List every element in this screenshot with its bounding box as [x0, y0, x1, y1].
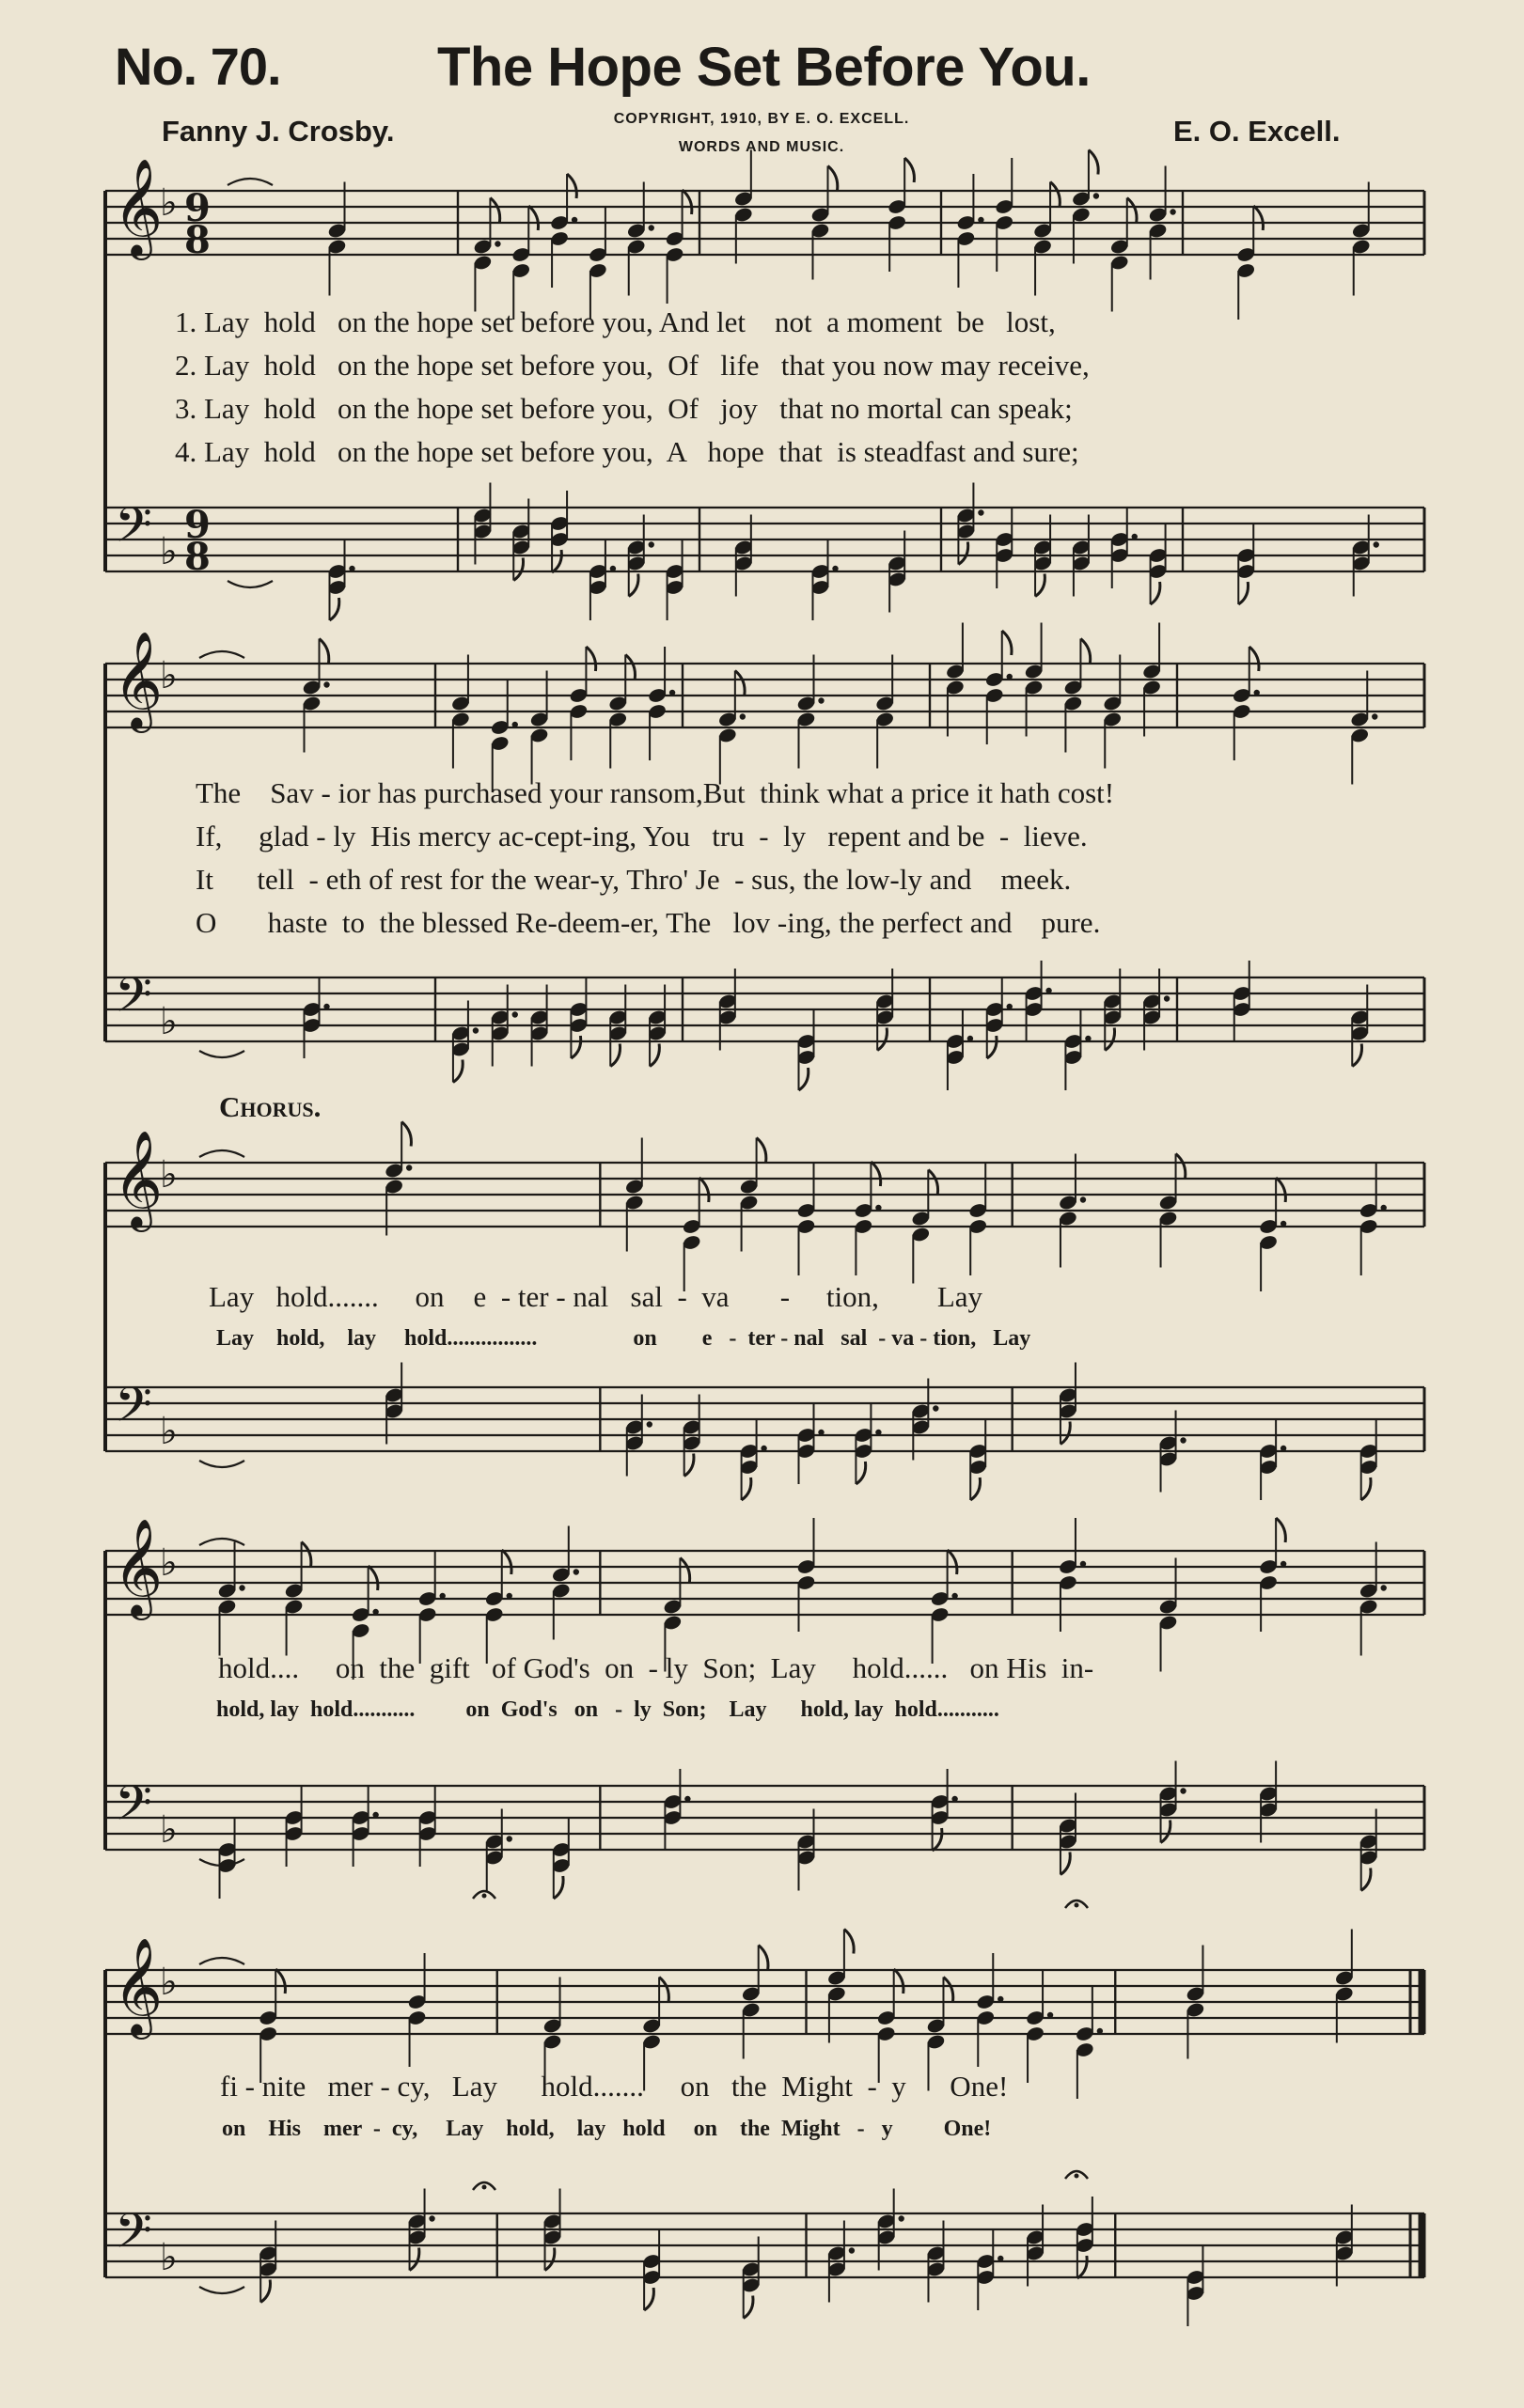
bass-clef-icon: 𝄢	[115, 496, 152, 565]
time-signature-bottom: 8	[184, 535, 211, 579]
augmentation-dot	[1381, 1205, 1387, 1211]
augmentation-dot	[507, 1593, 512, 1599]
chorus-line-1-main: Lay hold....... on e - ter - nal sal - va - tion, Lay	[209, 1280, 983, 1313]
chorus-line-2-main: hold.... on the gift of God's on - ly Son; Lay hold...... on His in-	[218, 1651, 1094, 1684]
note-flag	[933, 1828, 942, 1851]
note-flag	[571, 1036, 580, 1058]
note-flag	[943, 1978, 952, 2002]
verse-1-line-1: 1. Lay hold on the hope set before you, And let not a moment be lost,	[175, 305, 1056, 338]
note-flag	[1089, 150, 1098, 175]
augmentation-dot	[1374, 541, 1379, 547]
note-flag	[1077, 2256, 1087, 2278]
augmentation-dot	[372, 1609, 378, 1615]
note-flag	[1276, 1178, 1285, 1202]
note-flag	[1061, 1422, 1070, 1445]
fermata-dot	[1075, 1903, 1079, 1908]
note-flag	[894, 1969, 903, 1994]
bass-clef-icon: 𝄢	[115, 1376, 152, 1445]
note-flag	[904, 158, 914, 182]
verse-3-line-1: 3. Lay hold on the hope set before you, Of joy that no mortal can speak;	[175, 392, 1073, 425]
note-flag	[567, 174, 576, 198]
augmentation-dot	[875, 1430, 881, 1435]
augmentation-dot	[740, 713, 746, 719]
fermata-dot	[482, 1894, 487, 1899]
augmentation-dot	[372, 1812, 378, 1818]
note-flag	[948, 1550, 957, 1574]
hymn-composer: E. O. Excell.	[1173, 115, 1341, 148]
note-flag	[699, 1178, 709, 1202]
flat-sign-icon: ♭	[160, 1541, 178, 1585]
note-flag	[799, 1068, 809, 1090]
augmentation-dot	[1280, 1561, 1286, 1567]
augmentation-dot	[1164, 995, 1170, 1001]
time-signature-bottom: 8	[184, 218, 211, 262]
note-flag	[1352, 1044, 1361, 1067]
augmentation-dot	[1180, 1788, 1186, 1793]
note-flag	[871, 1162, 880, 1186]
note-flag	[1050, 182, 1060, 207]
flat-sign-icon: ♭	[160, 181, 178, 225]
augmentation-dot	[323, 681, 329, 687]
augmentation-dot	[495, 241, 500, 246]
note-flag	[970, 1478, 980, 1500]
note-flag	[513, 558, 523, 581]
augmentation-dot	[684, 1796, 690, 1802]
verse-1-line-2: The Sav - ior has purchased your ransom,But think what a price it hath cost!	[196, 776, 1115, 809]
note-flag	[1002, 631, 1012, 655]
copyright-line-2: WORDS AND MUSIC.	[678, 139, 845, 155]
tie-arc	[199, 1150, 244, 1157]
tie-arc	[228, 179, 273, 185]
augmentation-dot	[1170, 209, 1175, 214]
note-flag	[650, 1044, 659, 1067]
treble-clef-icon: 𝄞	[113, 631, 164, 729]
tie-arc	[199, 1958, 244, 1964]
augmentation-dot	[1045, 988, 1051, 993]
note-flag	[586, 647, 595, 671]
treble-clef-icon: 𝄞	[113, 1130, 164, 1228]
note-flag	[1276, 1518, 1285, 1542]
augmentation-dot	[898, 2215, 903, 2221]
augmentation-dot	[818, 1430, 824, 1435]
note-flag	[987, 1036, 997, 1058]
note-flag	[629, 574, 638, 597]
flat-sign-icon: ♭	[160, 1153, 178, 1196]
augmentation-dot	[429, 2215, 434, 2221]
note-flag	[260, 2280, 270, 2303]
augmentation-dot	[1007, 674, 1013, 680]
augmentation-dot	[323, 1004, 329, 1009]
verse-4-line-1: 4. Lay hold on the hope set before you, A hope that is steadfast and sure;	[175, 435, 1079, 468]
augmentation-dot	[439, 1593, 445, 1599]
note-flag	[844, 1930, 854, 1954]
note-flag	[877, 1028, 887, 1051]
note-flag	[275, 1969, 285, 1994]
note-flag	[958, 542, 967, 565]
augmentation-dot	[818, 697, 824, 703]
note-flag	[554, 1876, 563, 1899]
augmentation-dot	[573, 1569, 579, 1574]
augmentation-dot	[349, 566, 354, 571]
augmentation-dot	[507, 1836, 512, 1841]
augmentation-dot	[998, 2256, 1003, 2261]
note-flag	[453, 1060, 463, 1083]
augmentation-dot	[933, 1405, 938, 1411]
verse-2-line-1: 2. Lay hold on the hope set before you, Of life that you now may receive,	[175, 349, 1090, 382]
note-flag	[1161, 1821, 1170, 1843]
augmentation-dot	[1047, 2012, 1053, 2018]
augmentation-dot	[1381, 1585, 1387, 1590]
augmentation-dot	[849, 2247, 855, 2253]
chorus-line-2-response: hold, lay hold........... on God's on - ly Son; Lay hold, lay hold...........	[216, 1697, 999, 1722]
flat-sign-icon: ♭	[160, 1808, 178, 1852]
chorus-line-3-main: fi - nite mer - cy, Lay hold....... on the Might - y One!	[220, 2070, 1009, 2103]
note-flag	[644, 2288, 653, 2310]
bass-clef-icon: 𝄢	[115, 2202, 152, 2271]
note-flag	[545, 2248, 555, 2271]
augmentation-dot	[1007, 1004, 1013, 1009]
augmentation-dot	[669, 690, 675, 696]
augmentation-dot	[1280, 1446, 1286, 1451]
note-flag	[552, 550, 561, 572]
augmentation-dot	[512, 722, 518, 727]
chorus-line-3-response: on His mer - cy, Lay hold, lay hold on the Might - y One!	[222, 2117, 992, 2141]
note-flag	[928, 1170, 937, 1195]
bass-clef-icon: 𝄢	[115, 1775, 152, 1843]
note-flag	[759, 1946, 768, 1970]
note-flag	[1361, 1869, 1371, 1891]
flat-sign-icon: ♭	[160, 2236, 178, 2279]
note-flag	[1061, 1853, 1070, 1875]
note-flag	[490, 198, 499, 223]
augmentation-dot	[875, 1205, 881, 1211]
treble-clef-icon: 𝄞	[113, 158, 164, 257]
note-flag	[683, 190, 692, 214]
treble-clef-icon: 𝄞	[113, 1518, 164, 1617]
augmentation-dot	[832, 566, 838, 571]
augmentation-dot	[951, 1796, 957, 1802]
tie-arc	[199, 651, 244, 658]
note-flag	[1105, 1028, 1114, 1051]
tie-arc	[199, 2287, 244, 2293]
flat-sign-icon: ♭	[160, 1961, 178, 2004]
augmentation-dot	[1080, 1561, 1086, 1567]
augmentation-dot	[1280, 1221, 1286, 1227]
note-flag	[744, 2296, 753, 2319]
time-signature-top: 9	[184, 186, 211, 230]
note-flag	[1253, 206, 1263, 230]
note-flag	[1127, 198, 1137, 223]
tie-arc	[228, 581, 273, 587]
hymn-number: No. 70.	[115, 37, 281, 96]
augmentation-dot	[512, 1011, 518, 1017]
augmentation-dot	[1093, 193, 1099, 198]
augmentation-dot	[1097, 2028, 1103, 2034]
augmentation-dot	[761, 1446, 766, 1451]
note-flag	[735, 671, 745, 696]
augmentation-dot	[978, 509, 983, 515]
note-flag	[680, 1558, 689, 1583]
note-flag	[1176, 1154, 1186, 1179]
augmentation-dot	[649, 541, 654, 547]
flat-sign-icon: ♭	[160, 530, 178, 573]
augmentation-dot	[1080, 1196, 1086, 1202]
note-flag	[502, 1550, 511, 1574]
fermata-dot	[482, 2185, 487, 2190]
tie-arc	[199, 1539, 244, 1545]
verse-4-line-2: O haste to the blessed Re-deem-er, The lov -ing, the perfect and pure.	[196, 906, 1101, 939]
treble-clef-icon: 𝄞	[113, 1937, 164, 2036]
chorus-label: Chorus.	[219, 1090, 322, 1123]
note-flag	[528, 206, 538, 230]
augmentation-dot	[967, 1036, 973, 1041]
augmentation-dot	[1372, 713, 1377, 719]
note-flag	[1035, 574, 1045, 597]
note-flag	[401, 1122, 411, 1147]
note-flag	[1080, 639, 1090, 664]
note-flag	[610, 1044, 620, 1067]
augmentation-dot	[1085, 1036, 1091, 1041]
flat-sign-icon: ♭	[160, 1000, 178, 1043]
augmentation-dot	[610, 566, 616, 571]
flat-sign-icon: ♭	[160, 654, 178, 697]
note-flag	[410, 2248, 419, 2271]
augmentation-dot	[649, 225, 654, 230]
augmentation-dot	[406, 1165, 412, 1170]
time-signature-top: 9	[184, 503, 211, 547]
augmentation-dot	[1180, 1437, 1186, 1443]
note-flag	[828, 166, 838, 191]
note-flag	[1249, 647, 1259, 671]
augmentation-dot	[978, 217, 983, 223]
augmentation-dot	[1254, 690, 1260, 696]
chorus-line-1-response: Lay hold, lay hold................ on e - ter - nal sal - va - tion, Lay	[216, 1326, 1031, 1351]
note-flag	[330, 598, 339, 620]
note-flag	[1151, 582, 1160, 604]
fermata-dot	[1075, 2174, 1079, 2179]
augmentation-dot	[572, 217, 577, 223]
verse-2-line-2: If, glad - ly His mercy ac-cept-ing, You tru - ly repent and be - lieve.	[196, 820, 1088, 852]
augmentation-dot	[998, 1996, 1003, 2002]
augmentation-dot	[1132, 534, 1138, 539]
hymn-author: Fanny J. Crosby.	[162, 115, 395, 148]
tie-arc	[199, 1051, 244, 1057]
copyright-line-1: COPYRIGHT, 1910, BY E. O. EXCELL.	[613, 111, 910, 127]
hymn-title: The Hope Set Before You.	[437, 37, 1091, 98]
augmentation-dot	[951, 1593, 957, 1599]
augmentation-dot	[239, 1585, 244, 1590]
bass-clef-icon: 𝄢	[115, 966, 152, 1035]
note-flag	[625, 655, 635, 680]
augmentation-dot	[647, 1421, 652, 1427]
note-flag	[302, 1542, 311, 1567]
flat-sign-icon: ♭	[160, 1410, 178, 1453]
augmentation-dot	[473, 1027, 479, 1033]
note-flag	[320, 639, 329, 664]
note-flag	[1238, 582, 1248, 604]
verse-3-line-2: It tell - eth of rest for the wear-y, Thro' Je - sus, the low-ly and meek.	[196, 863, 1072, 896]
note-flag	[684, 1454, 694, 1477]
note-flag	[742, 1478, 751, 1500]
note-flag	[856, 1462, 865, 1484]
note-flag	[369, 1566, 378, 1590]
tie-arc	[199, 1461, 244, 1467]
note-flag	[1361, 1478, 1371, 1500]
note-flag	[757, 1138, 766, 1163]
note-flag	[659, 1978, 668, 2002]
